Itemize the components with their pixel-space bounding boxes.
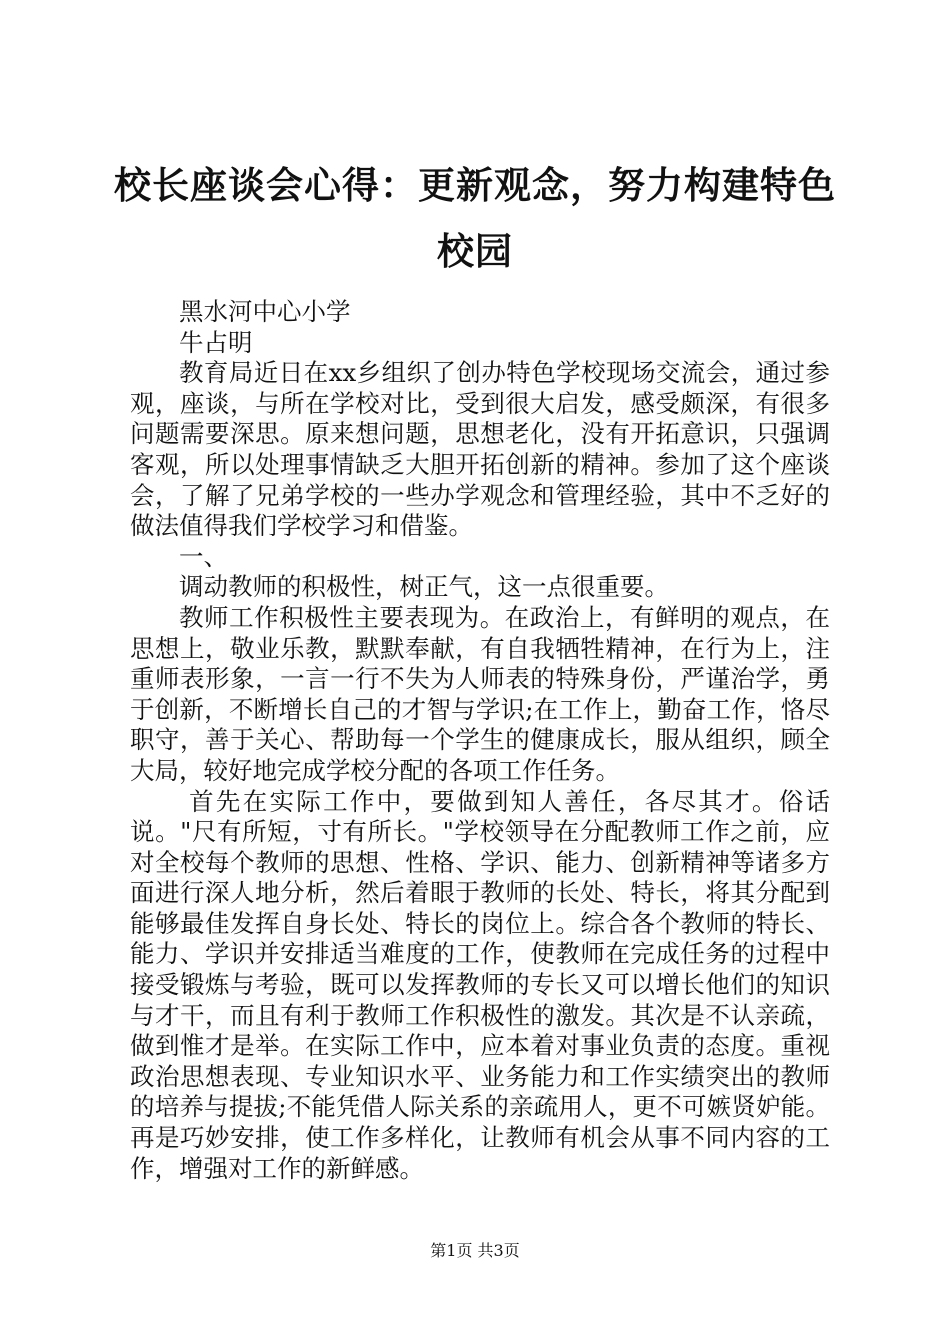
school-name: 黑水河中心小学: [179, 297, 351, 326]
author-name: 牛占明: [179, 327, 253, 357]
page-footer: 第1页 共3页: [430, 1241, 520, 1260]
body-paragraph: 教师工作积极性主要表现为。在政治上，有鲜明的观点，在思想上，敬业乐教，默默奉献，有自我牺牲精神，在行为上，注重师表形象，一言一行不失为人师表的特殊身份，严谨治学，勇于创新，不断增长自己的才智与学识;在工作上，勤奋工作，恪尽职守，善于关心、帮助每一个学生的健康成长，服从组织，顾全大局，较好地完成学校分配的各项工作任务。: [130, 602, 830, 785]
document-title: 校长座谈会心得：更新观念，努力构建特色校园: [114, 163, 836, 273]
section-number: 一、: [179, 541, 228, 571]
body-paragraph: 首先在实际工作中，要做到知人善任，各尽其才。俗话说。"尺有所短，寸有所长。"学校领导在分配教师工作之前，应对全校每个教师的思想、性格、学识、能力、创新精神等诸多方面进行深人地分析，然后着眼于教师的长处、特长，将其分配到能够最佳发挥自身长处、特长的岗位上。综合各个教师的特长、能力、学识并安排适当难度的工作，使教师在完成任务的过程中接受锻炼与考验，既可以发挥教师的专长又可以增长他们的知识与才干，而且有利于教师工作积极性的激发。其次是不认亲疏，做到惟才是举。在实际工作中，应本着对事业负责的态度。重视政治思想表现、专业知识水平、业务能力和工作实绩突出的教师的培养与提拔;不能凭借人际关系的亲疏用人，更不可嫉贤妒能。再是巧妙安排，使工作多样化，让教师有机会从事不同内容的工作，增强对工作的新鲜感。: [130, 786, 830, 1183]
document-body: [130, 297, 830, 1184]
section-heading: 调动教师的积极性，树正气，这一点很重要。: [179, 572, 669, 602]
body-paragraph: 教育局近日在xx乡组织了创办特色学校现场交流会，通过参观，座谈，与所在学校对比，受到很大启发，感受颇深，有很多问题需要深思。原来想问题，思想老化，没有开拓意识，只强调客观，所以处理事情缺乏大胆开拓创新的精神。参加了这个座谈会，了解了兄弟学校的一些办学观念和管理经验，其中不乏好的做法值得我们学校学习和借鉴。: [130, 358, 830, 541]
